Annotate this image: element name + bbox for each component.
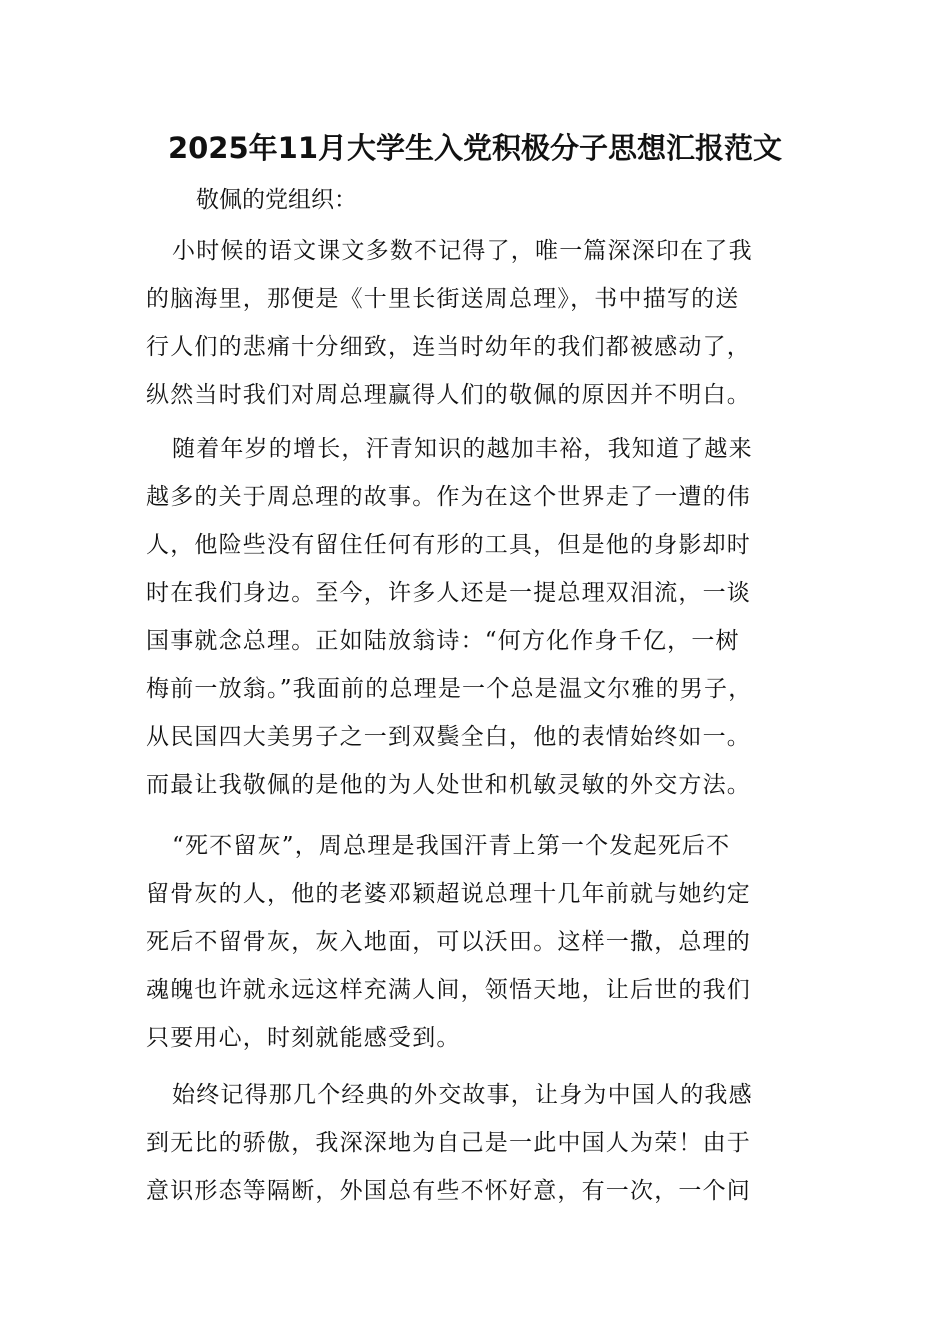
paragraph-3 — [146, 822, 806, 1062]
text-line: 行人们的悲痛十分细致，连当时幼年的我们都被感动了， — [146, 334, 751, 360]
text-line: 梅前一放翁。”我面前的总理是一个总是温文尔雅的男子， — [146, 676, 753, 702]
paragraph-1 — [146, 227, 806, 419]
text-line: 时在我们身边。至今，许多人还是一提总理双泪流，一谈 — [146, 580, 751, 606]
text-line: 随着年岁的增长，汗青知识的越加丰裕，我知道了越来 — [172, 436, 753, 462]
text-line: “死不留灰”，周总理是我国汗青上第一个发起死后不 — [172, 833, 731, 859]
text-line: 从民国四大美男子之一到双鬓全白，他的表情始终如一。 — [146, 724, 751, 750]
text-line: 小时候的语文课文多数不记得了，唯一篇深深印在了我 — [172, 238, 753, 264]
salutation: 敬佩的党组织： — [196, 187, 357, 213]
text-line: 到无比的骄傲，我深深地为自己是一此中国人为荣！由于 — [146, 1130, 751, 1156]
text-line: 留骨灰的人，他的老婆邓颖超说总理十几年前就与她约定 — [146, 881, 751, 907]
text-line: 意识形态等隔断，外国总有些不怀好意，有一次，一个问 — [146, 1178, 751, 1204]
text-line: 的脑海里，那便是《十里长街送周总理》，书中描写的送 — [146, 286, 740, 312]
text-line: 越多的关于周总理的故事。作为在这个世界走了一遭的伟 — [146, 484, 751, 510]
text-line: 国事就念总理。正如陆放翁诗：“何方化作身千亿，一树 — [146, 628, 740, 654]
text-line: 始终记得那几个经典的外交故事，让身为中国人的我感 — [172, 1082, 753, 1108]
document-title: 2025年11月大学生入党积极分子思想汇报范文 — [167, 131, 783, 165]
text-line: 纵然当时我们对周总理赢得人们的敬佩的原因并不明白。 — [146, 382, 751, 408]
text-line: 死后不留骨灰，灰入地面，可以沃田。这样一撒，总理的 — [146, 929, 751, 955]
paragraph-4 — [146, 1071, 806, 1215]
text-line: 而最让我敬佩的是他的为人处世和机敏灵敏的外交方法。 — [146, 772, 751, 798]
text-line: 人，他险些没有留住任何有形的工具，但是他的身影却时 — [146, 532, 751, 558]
text-line: 只要用心，时刻就能感受到。 — [146, 1025, 461, 1051]
text-line: 魂魄也许就永远这样充满人间，领悟天地，让后世的我们 — [146, 977, 751, 1003]
paragraph-2 — [146, 425, 806, 809]
